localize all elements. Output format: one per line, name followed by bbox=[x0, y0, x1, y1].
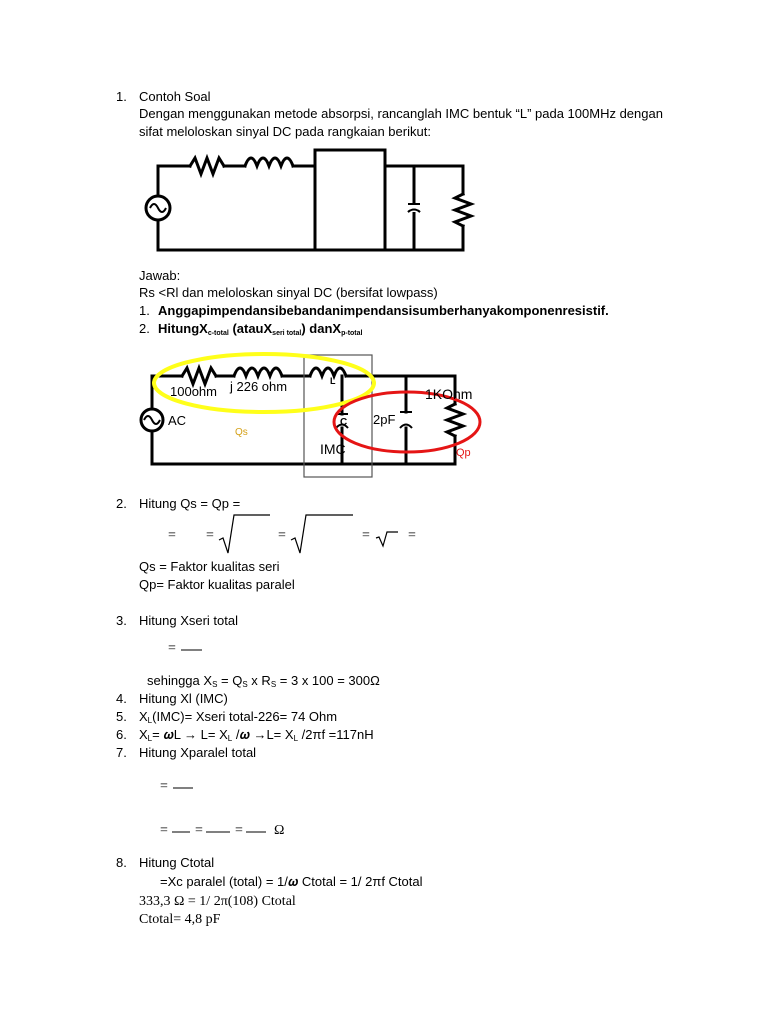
imc-capacitor-label: C bbox=[340, 417, 348, 428]
step-number: 1. bbox=[139, 303, 150, 318]
question-title: Contoh Soal bbox=[139, 89, 211, 104]
item-number: 6. bbox=[116, 727, 127, 742]
item-number: 4. bbox=[116, 691, 127, 706]
step-number: 2. bbox=[139, 321, 150, 336]
step-text: Hitung Xl (IMC) bbox=[139, 691, 228, 706]
equals-sign: = bbox=[160, 823, 168, 838]
capacitance-result: Ctotal= 4,8 pF bbox=[139, 912, 221, 927]
equals-sign: = bbox=[362, 528, 370, 543]
capacitor-label: 2pF bbox=[373, 412, 396, 427]
qp-label: Qp bbox=[456, 447, 471, 459]
item-number: 5. bbox=[116, 709, 127, 724]
imc-label: IMC bbox=[320, 441, 346, 457]
inductance-formula: XL= 𝝎L → L= XL /𝝎 →L= XL /2πf =117nH bbox=[139, 727, 374, 743]
qp-definition: Qp= Faktor kualitas paralel bbox=[139, 577, 295, 592]
qs-label: Qs bbox=[235, 427, 248, 438]
equals-sign: = bbox=[160, 779, 168, 794]
capacitance-substitution: 333,3 Ω = 1/ 2π(108) Ctotal bbox=[139, 894, 296, 909]
source-label: AC bbox=[168, 413, 187, 428]
section-title: Hitung Xparalel total bbox=[139, 745, 257, 760]
item-number: 2. bbox=[116, 496, 127, 511]
inductor-label: j 226 ohm bbox=[230, 379, 288, 394]
step-text: XL(IMC)= Xseri total-226= 74 Ohm bbox=[139, 709, 338, 725]
load-resistor-label: 1KOhm bbox=[425, 386, 473, 402]
equals-sign: = bbox=[168, 528, 176, 543]
resistor-label: 100ohm bbox=[170, 384, 217, 399]
step-1-text: Anggapimpendansibebandanimpendansisumberhanyakomponenresistif. bbox=[158, 303, 609, 318]
capacitance-formula: =Xc paralel (total) = 1/𝝎 Ctotal = 1/ 2πf Ctotal bbox=[160, 874, 423, 889]
section-title: Hitung Qs = Qp = bbox=[139, 496, 241, 511]
equals-sign: = bbox=[278, 528, 286, 543]
item-number: 8. bbox=[116, 855, 127, 870]
imc-inductor-label: L bbox=[330, 376, 336, 386]
step-2-text: HitungXc-total (atauXseri total) danXp-total bbox=[158, 321, 363, 337]
equals-sign: = bbox=[168, 641, 176, 656]
equals-sign: = bbox=[195, 823, 203, 838]
xs-result: sehingga XS = QS x RS = 3 x 100 = 300Ω bbox=[147, 673, 380, 689]
ohm-unit: Ω bbox=[274, 823, 285, 838]
section-title: Hitung Ctotal bbox=[139, 855, 215, 870]
question-text-line2: sifat meloloskan sinyal DC pada rangkaian berikut: bbox=[139, 124, 431, 139]
answer-heading: Jawab: bbox=[139, 268, 181, 283]
item-number: 3. bbox=[116, 613, 127, 628]
equals-sign: = bbox=[235, 823, 243, 838]
item-number: 1. bbox=[116, 89, 127, 104]
qs-definition: Qs = Faktor kualitas seri bbox=[139, 559, 280, 574]
equals-sign: = bbox=[408, 528, 416, 543]
item-number: 7. bbox=[116, 745, 127, 760]
equals-sign: = bbox=[206, 528, 214, 543]
question-text-line1: Dengan menggunakan metode absorpsi, rancanglah IMC bentuk “L” pada 100MHz dengan bbox=[139, 106, 663, 121]
answer-condition: Rs <Rl dan meloloskan sinyal DC (bersifat lowpass) bbox=[139, 285, 438, 300]
section-title: Hitung Xseri total bbox=[139, 613, 238, 628]
